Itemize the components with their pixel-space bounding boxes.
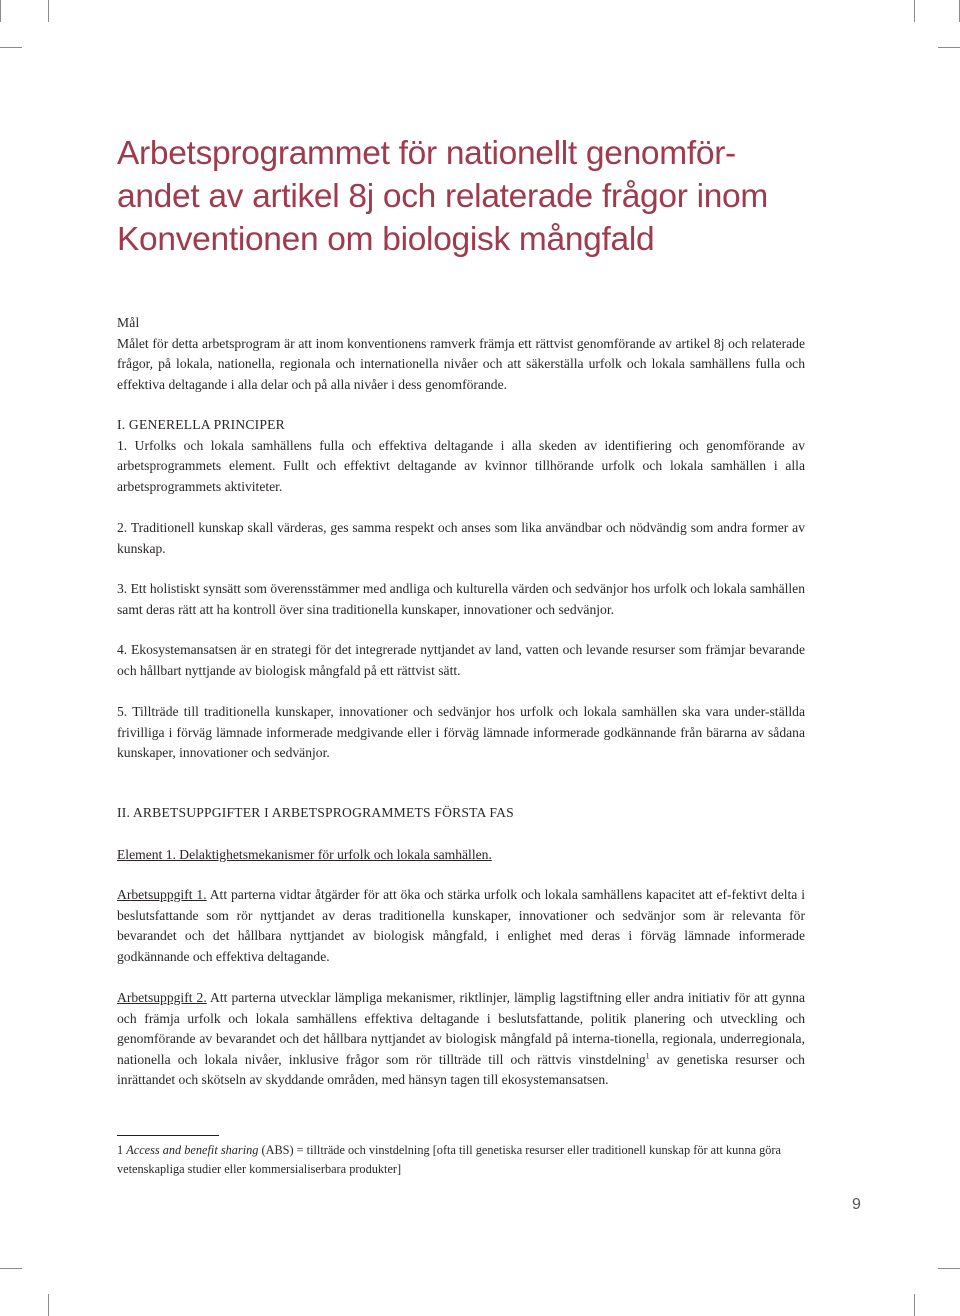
principle-4-block — [117, 640, 805, 681]
footnote-text: (ABS) = tillträde och vinstdelning [ofta till genetiska resurser eller traditionell kunskap för att kunna göra vetenskapliga studier eller kommersialiserbara produkter] — [117, 1143, 781, 1176]
page-title — [117, 132, 837, 261]
principle-4: 4. Ekosystemansatsen är en strategi för det integrerade nyttjandet av land, vatten och levande resurser som främjar bevarande och hållbart nyttjande av biologisk mångfald på ett rättvist sätt. — [117, 642, 805, 678]
principle-2: 2. Traditionell kunskap skall värderas, ges samma respekt och anses som lika användbar och nödvändig som andra former av kunskap. — [117, 520, 805, 556]
section-heading: II. ARBETSUPPGIFTER I ARBETSPROGRAMMETS FÖRSTA FAS — [117, 805, 514, 820]
goal-section — [117, 313, 805, 395]
principle-3-block — [117, 579, 805, 620]
task-2-text: Att parterna utvecklar lämpliga mekanismer, riktlinjer, lämplig lagstiftning eller andra initiativ för att gynna och främja urfolk och lokala samhällens effektiva deltagande i beslutsfattande, politik planering och utveckling och genomförande av bevarandet och det hållbara nyttjandet av biologisk mångfald på interna-tionella, regionala, underregionala, nationella och lokala nivåer, inklusive frågor som rör tillträde till och rättvis vinstdelning — [117, 990, 805, 1067]
footnote — [117, 1141, 805, 1179]
title-line: andet av artikel 8j och relaterade frågor inom — [117, 178, 768, 215]
title-line: Arbetsprogrammet för nationellt genomför- — [117, 135, 736, 172]
principle-5-block — [117, 702, 805, 764]
section-heading: I. GENERELLA PRINCIPER — [117, 417, 285, 432]
task-2-text-end: av genetiska resurser och inrättandet och skötseln av skyddande områden, med hänsyn tagen till ekosystemansatsen. — [117, 1051, 805, 1087]
principles-section — [117, 415, 805, 497]
goal-text: Målet för detta arbetsprogram är att inom konventionens ramverk främja ett rättvist genomförande av artikel 8j och relaterade frågor, på lokala, nationella, regionala och internationella nivåer och att säkerställa urfolk och lokala samhällens fulla och effektiva deltagande i alla delar och på alla nivåer i dess genomförande. — [117, 335, 805, 392]
title-line: Konventionen om biologisk mångfald — [117, 221, 655, 258]
goal-heading: Mål — [117, 315, 140, 330]
principle-5: 5. Tillträde till traditionella kunskaper, innovationer och sedvänjor hos urfolk och lokala samhällen ska vara under-ställda frivilliga i förväg lämnade informerade medgivande eller i förväg lämnade informerade godkännande från bärarna av sådana kunskaper, innovationer och sedvänjor. — [117, 704, 805, 760]
crop-mark — [938, 1268, 960, 1269]
footnote-number: 1 — [117, 1143, 124, 1157]
crop-mark — [0, 1268, 22, 1269]
crop-mark — [0, 0, 1, 22]
principle-3: 3. Ett holistiskt synsätt som överensstämmer med andliga och kulturella värden och sedvänjor hos urfolk och lokala samhällen samt deras rätt att ha kontroll över sina traditionella kunskaper, innovationer och sedvänjor. — [117, 581, 805, 617]
task-1-text: Att parterna vidtar åtgärder för att öka och stärka urfolk och lokala samhällens kapacitet att ef-fektivt delta i beslutsfattande som rör nyttjandet av deras traditionella kunskaper, innovationer och sedvänjor som är relevanta för bevarandet och det hållbara nyttjandet av biologisk mångfald, i enlighet med deras i förväg lämnade informerade godkännande och effektiva deltagande. — [117, 887, 805, 964]
crop-mark — [0, 47, 22, 48]
crop-mark — [914, 1294, 915, 1316]
page-number: 9 — [852, 1196, 861, 1213]
task-2 — [117, 988, 805, 1091]
crop-mark — [938, 47, 960, 48]
task-2-block — [117, 988, 805, 1091]
task-2-label: Arbetsuppgift 2. — [117, 990, 207, 1005]
crop-mark — [48, 1294, 49, 1316]
crop-mark — [914, 0, 915, 22]
element-title-block — [117, 845, 805, 866]
footnote-divider — [117, 1135, 219, 1136]
task-1-label: Arbetsuppgift 1. — [117, 887, 207, 902]
task-1-block — [117, 885, 805, 967]
footnote-term: Access and benefit sharing — [126, 1143, 259, 1157]
principle-1: 1. Urfolks och lokala samhällens fulla och effektiva deltagande i alla skeden av identifiering och genomförande av arbetsprogrammets element. Fullt och effektivt deltagande av kvinnor tillhörande urfolk och lokala samhällen i alla arbetsprogrammets aktiviteter. — [117, 437, 805, 494]
section2-heading-block — [117, 803, 805, 824]
footnote-reference: 1 — [645, 1050, 650, 1060]
crop-mark — [48, 0, 49, 22]
principle-2-block — [117, 518, 805, 559]
element-title: Element 1. Delaktighetsmekanismer för urfolk och lokala samhällen. — [117, 847, 492, 862]
task-1 — [117, 885, 805, 967]
